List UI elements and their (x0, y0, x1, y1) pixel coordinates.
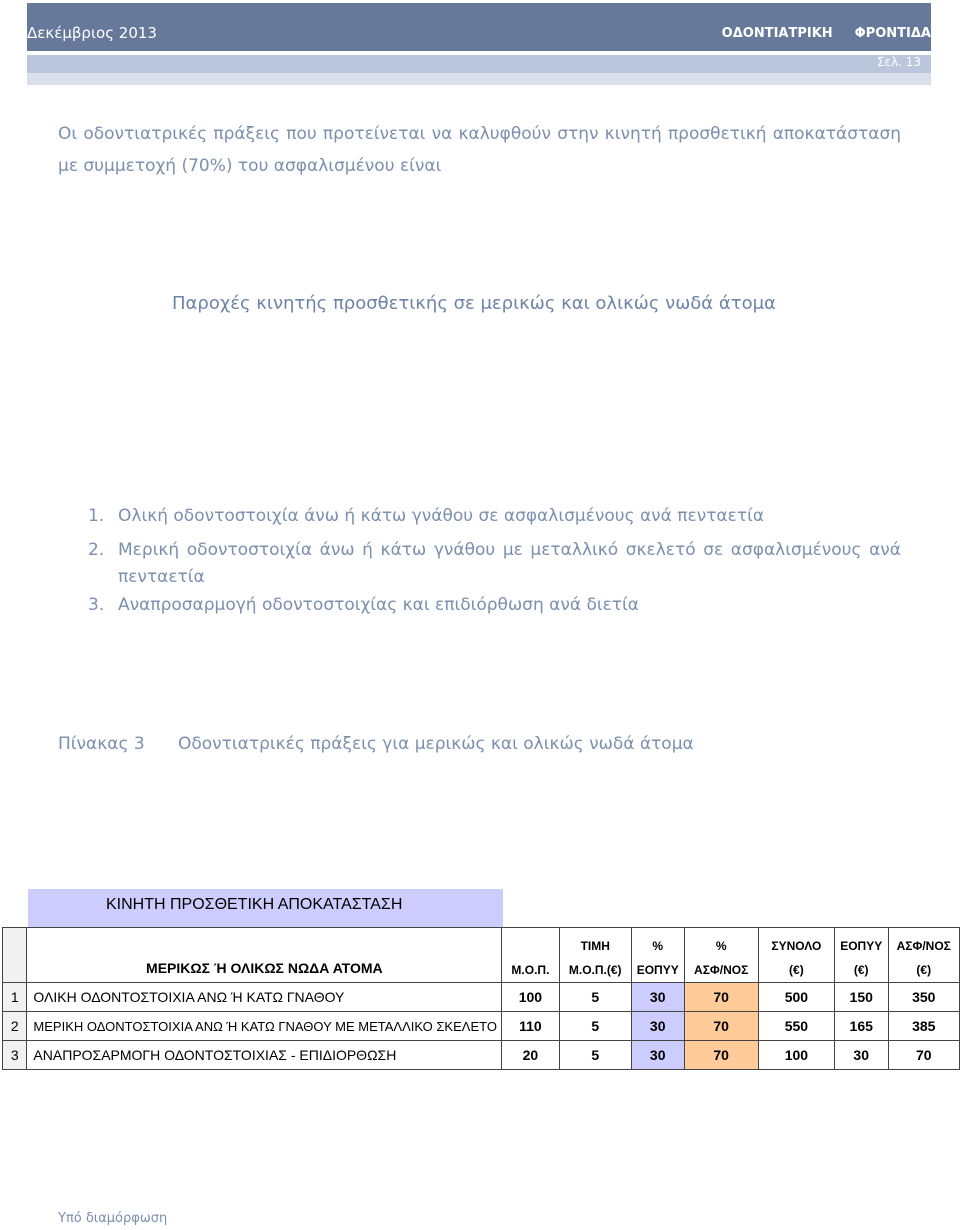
row-number: 3 (3, 1041, 27, 1070)
row-description: ΜΕΡΙΚΗ ΟΔΟΝΤΟΣΤΟΙΧΙΑ ΑΝΩ Ή ΚΑΤΩ ΓΝΑΘΟΥ ΜΕ ΜΕΤΑΛΛΙΚΟ ΣΚΕΛΕΤΟ (27, 1012, 502, 1041)
table-row (3, 983, 960, 1012)
header-price-top: ΤΙΜΗ (580, 939, 610, 953)
row-price: 5 (559, 1041, 631, 1070)
table-row (3, 1012, 960, 1041)
row-total: 100 (758, 1041, 834, 1070)
intro-paragraph: Οι οδοντιατρικές πράξεις που προτείνεται να καλυφθούν στην κινητή προσθετική αποκατάσταση με συμμετοχή (70%) του ασφαλισμένου είναι (58, 124, 901, 176)
header-asf-pct-top: % (715, 939, 727, 953)
row-eopyy-pct: 30 (631, 983, 684, 1012)
row-asf-pct: 70 (684, 1041, 758, 1070)
row-asf-pct: 70 (684, 1012, 758, 1041)
header-cell-eopyy (834, 928, 888, 983)
list-item (88, 537, 901, 591)
header-cell-total (758, 928, 834, 983)
row-description: ΑΝΑΠΡΟΣΑΡΜΟΓΗ ΟΔΟΝΤΟΣΤΟΙΧΙΑΣ - ΕΠΙΔΙΟΡΘΩΣΗ (27, 1041, 502, 1070)
row-asf: 350 (888, 983, 959, 1012)
header-sub-band (27, 55, 931, 85)
header-cell-price (559, 928, 631, 983)
row-mop: 100 (502, 983, 559, 1012)
header-asf-pct-bottom: ΑΣΦ/ΝΟΣ (694, 963, 749, 977)
row-eopyy: 30 (834, 1041, 888, 1070)
row-eopyy-pct: 30 (631, 1041, 684, 1070)
header-cell-eopyy-pct (631, 928, 684, 983)
row-price: 5 (559, 983, 631, 1012)
row-eopyy: 165 (834, 1012, 888, 1041)
row-asf-pct: 70 (684, 983, 758, 1012)
list-item-text: Αναπροσαρμογή οδοντοστοιχίας και επιδιόρθωση ανά διετία (118, 595, 639, 615)
page-header (27, 3, 931, 51)
header-topic-1: ΟΔΟΝΤΙΑΤΡΙΚΗ (721, 26, 833, 41)
row-total: 550 (758, 1012, 834, 1041)
procedures-list (88, 503, 901, 626)
header-eopyy-top: ΕΟΠΥΥ (840, 939, 883, 953)
header-total-top: ΣΥΝΟΛΟ (771, 939, 822, 953)
list-item (88, 503, 901, 530)
row-asf: 70 (888, 1041, 959, 1070)
header-cell-asf-pct (684, 928, 758, 983)
header-price-bottom: Μ.Ο.Π.(€) (568, 963, 622, 977)
list-item-number: 2. (88, 540, 105, 560)
header-topic-2: ΦΡΟΝΤΙΔΑ (854, 26, 931, 41)
header-total-bottom: (€) (789, 963, 804, 977)
table-title-text: ΚΙΝΗΤΗ ΠΡΟΣΘΕΤΙΚΗ ΑΠΟΚΑΤΑΣΤΑΣΗ (106, 896, 403, 913)
header-date: Δεκέμβριος 2013 (27, 24, 157, 42)
header-cell-number (3, 928, 27, 983)
header-cell-asf (888, 928, 959, 983)
table-row (3, 1041, 960, 1070)
row-asf: 385 (888, 1012, 959, 1041)
header-eopyy-pct-top: % (652, 939, 664, 953)
table-header-row (3, 928, 960, 983)
list-item-text: Ολική οδοντοστοιχία άνω ή κάτω γνάθου σε ασφαλισμένους ανά πενταετία (118, 506, 765, 526)
table-title (28, 889, 503, 927)
row-eopyy: 150 (834, 983, 888, 1012)
list-item-text: Μερική οδοντοστοιχία άνω ή κάτω γνάθου με μεταλλικό σκελετό σε ασφαλισμένους ανά πενταετία (118, 540, 901, 587)
list-item (88, 592, 901, 619)
header-topic (722, 26, 931, 41)
row-mop: 110 (502, 1012, 559, 1041)
header-eopyy-bottom: (€) (853, 963, 869, 977)
header-asf-bottom: (€) (916, 963, 932, 977)
header-cell-description: ΜΕΡΙΚΩΣ Ή ΟΛΙΚΩΣ ΝΩΔΑ ΑΤΟΜΑ (27, 928, 502, 983)
list-item-number: 3. (88, 595, 105, 615)
list-item-number: 1. (88, 506, 105, 526)
row-number: 2 (3, 1012, 27, 1041)
row-number: 1 (3, 983, 27, 1012)
section-title: Παροχές κινητής προσθετικής σε μερικώς και ολικώς νωδά άτομα (172, 293, 776, 314)
table-caption-text: Οδοντιατρικές πράξεις για μερικώς και ολικώς νωδά άτομα (178, 734, 694, 754)
procedures-table (2, 927, 960, 1070)
header-mop-label: Μ.Ο.Π. (511, 963, 550, 977)
page-number: Σελ. 13 (876, 55, 921, 69)
row-mop: 20 (502, 1041, 559, 1070)
header-eopyy-pct-bottom: ΕΟΠΥΥ (636, 963, 679, 977)
header-asf-top: ΑΣΦ/ΝΟΣ (896, 939, 951, 953)
row-price: 5 (559, 1012, 631, 1041)
header-cell-mop (502, 928, 559, 983)
footer-note: Υπό διαμόρφωση (58, 1211, 168, 1226)
table-caption (58, 734, 694, 754)
row-total: 500 (758, 983, 834, 1012)
row-description: ΟΛΙΚΗ ΟΔΟΝΤΟΣΤΟΙΧΙΑ ΑΝΩ Ή ΚΑΤΩ ΓΝΑΘΟΥ (27, 983, 502, 1012)
table-caption-label: Πίνακας 3 (58, 734, 145, 754)
row-eopyy-pct: 30 (631, 1012, 684, 1041)
